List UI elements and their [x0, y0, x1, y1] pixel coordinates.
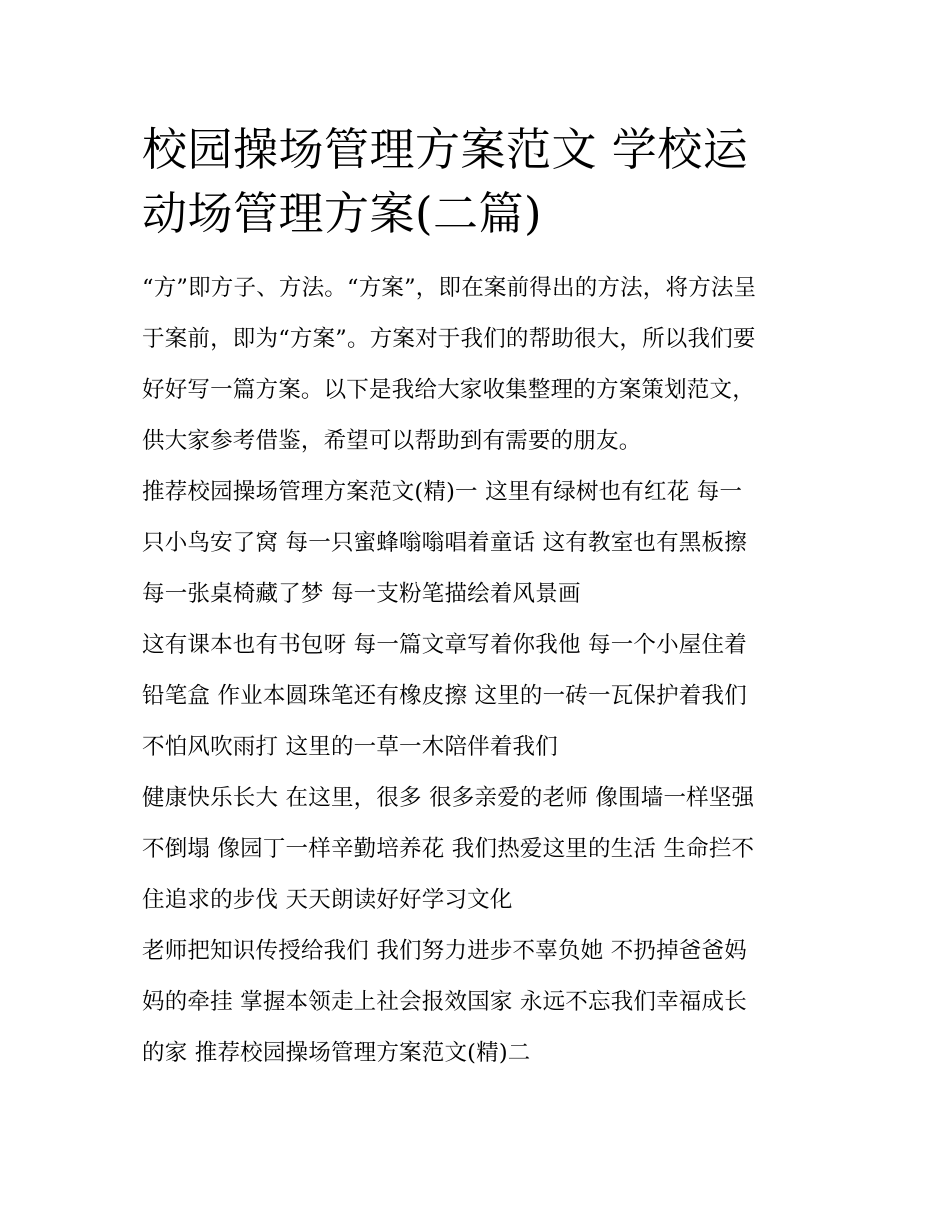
title-line: 动场管理方案(二篇) — [142, 187, 543, 240]
body-line: 每一张桌椅藏了梦 每一支粉笔描绘着风景画 — [142, 581, 581, 607]
body-line: 健康快乐长大 在这里，很多 很多亲爱的老师 像围墙一样坚强 — [142, 785, 755, 811]
body-line: 这有课本也有书包呀 每一篇文章写着你我他 每一个小屋住着 — [142, 632, 747, 658]
body-line: 于案前，即为“方案”。方案对于我们的帮助很大，所以我们要 — [142, 326, 756, 352]
body-line: 不怕风吹雨打 这里的一草一木陪伴着我们 — [142, 734, 558, 760]
body-line: 铅笔盒 作业本圆珠笔还有橡皮擦 这里的一砖一瓦保护着我们 — [142, 683, 747, 709]
body-line: 好好写一篇方案。以下是我给大家收集整理的方案策划范文， — [142, 377, 755, 403]
body-line: 的家 推荐校园操场管理方案范文(精)二 — [142, 1040, 531, 1066]
body-line: 妈的牵挂 掌握本领走上社会报效国家 永远不忘我们幸福成长 — [142, 989, 747, 1015]
document-page — [142, 118, 810, 1079]
body-line: “方”即方子、方法。“方案”，即在案前得出的方法，将方法呈 — [142, 275, 757, 301]
body-line: 推荐校园操场管理方案范文(精)一 这里有绿树也有红花 每一 — [142, 479, 743, 505]
body-line: 只小鸟安了窝 每一只蜜蜂嗡嗡唱着童话 这有教室也有黑板擦 — [142, 530, 747, 556]
body-line: 不倒塌 像园丁一样辛勤培养花 我们热爱这里的生活 生命拦不 — [142, 836, 755, 862]
body-line: 供大家参考借鉴，希望可以帮助到有需要的朋友。 — [142, 428, 642, 454]
document-title — [142, 118, 810, 246]
title-line: 校园操场管理方案范文 学校运 — [142, 123, 749, 176]
body-line: 老师把知识传授给我们 我们努力进步不辜负她 不扔掉爸爸妈 — [142, 938, 747, 964]
body-line: 住追求的步伐 天天朗读好好学习文化 — [142, 887, 513, 913]
document-body — [142, 263, 810, 1079]
